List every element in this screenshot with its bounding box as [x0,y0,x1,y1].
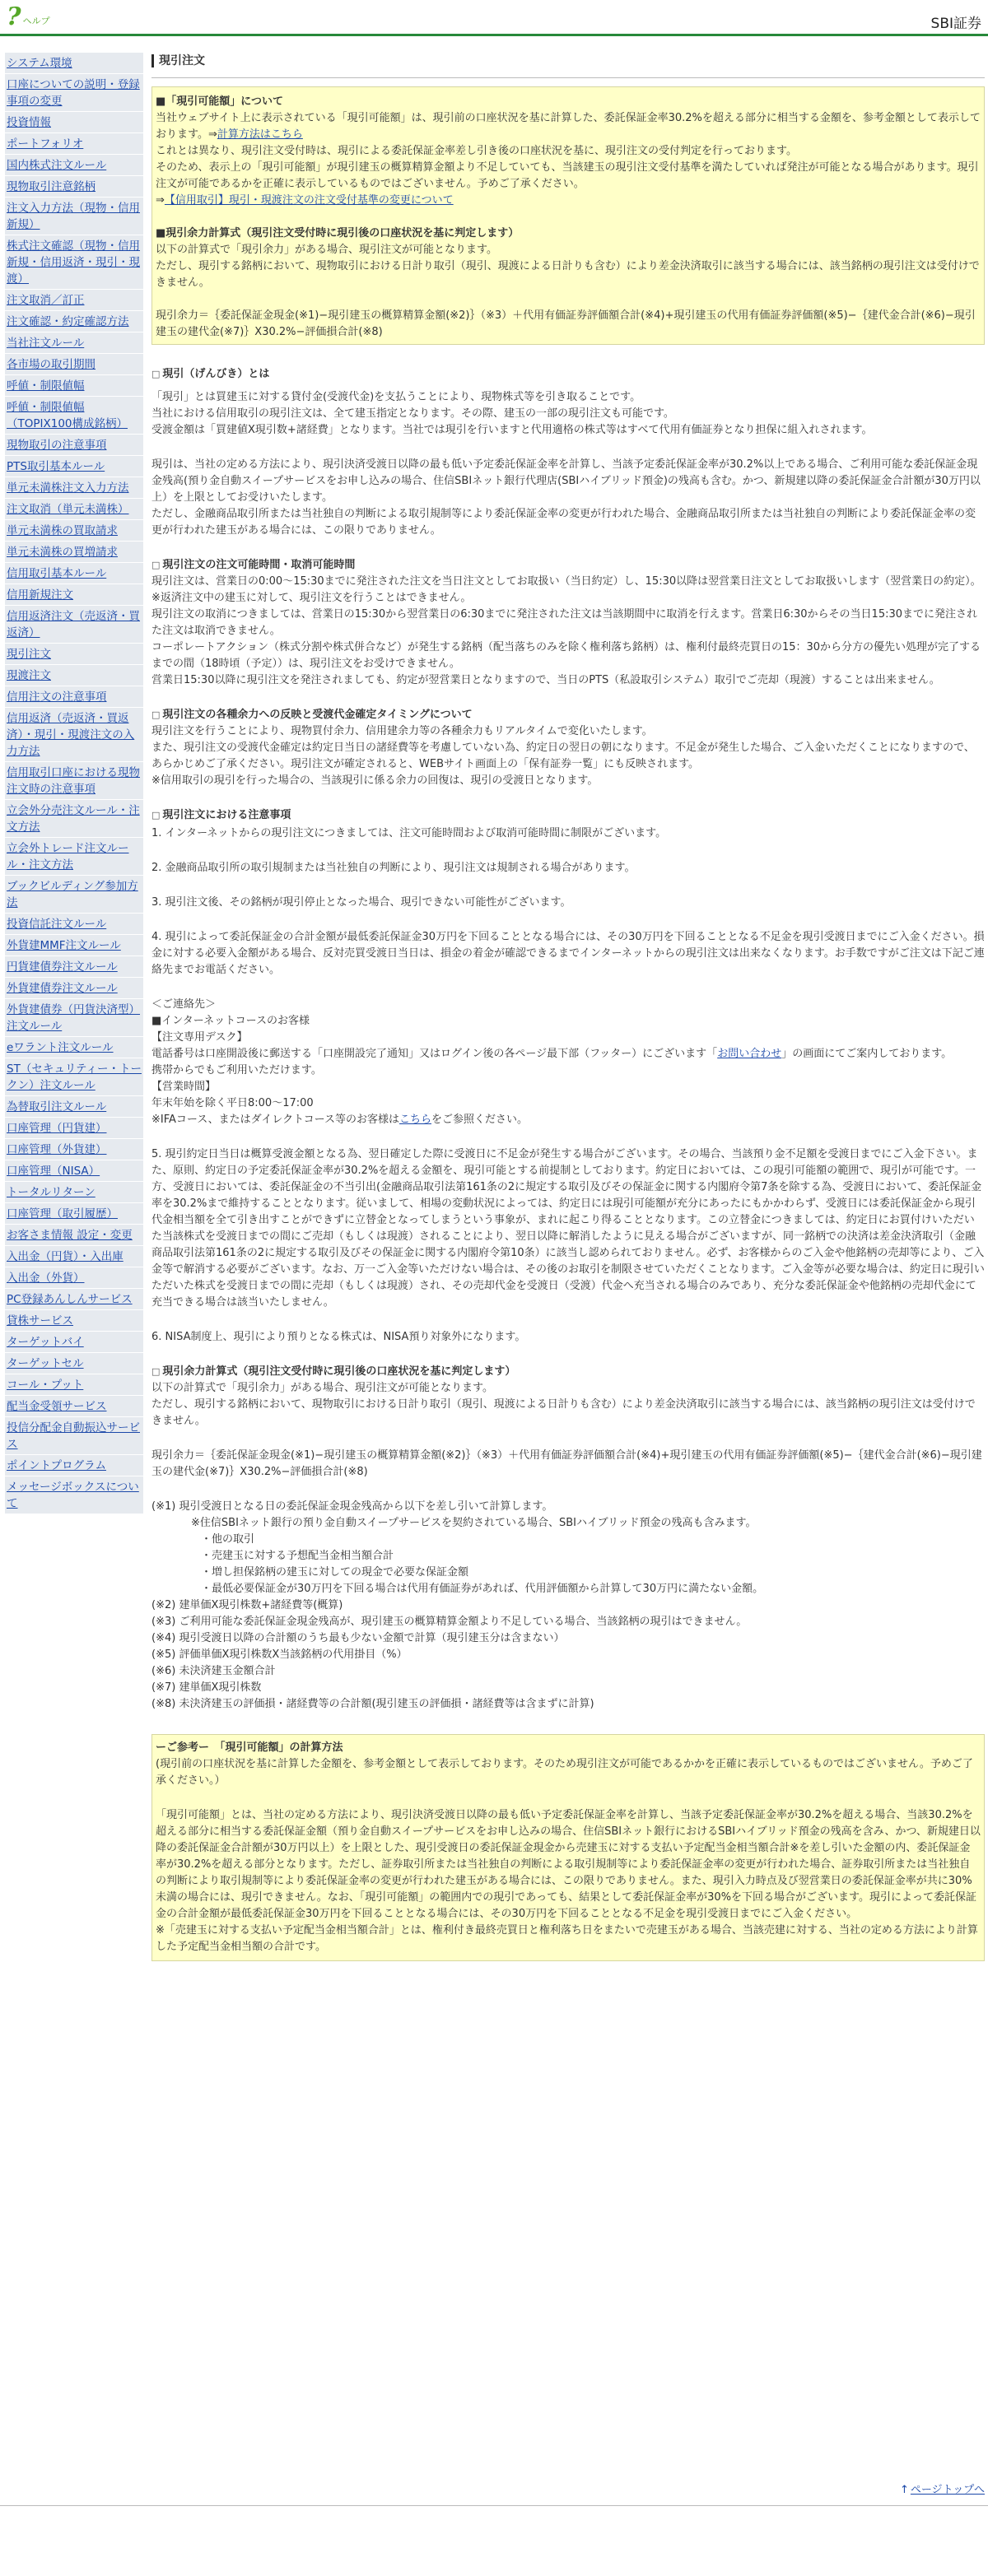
sidebar-item[interactable]: 現渡注文 [5,665,143,686]
sidebar-item[interactable]: ブックビルディング参加方法 [5,876,143,914]
sidebar-item[interactable]: 単元未満株の買増請求 [5,542,143,563]
footer-divider [0,2505,988,2506]
sidebar-item[interactable]: 注文取消／訂正 [5,290,143,311]
contact-line: 【注文専用デスク】 [151,1031,248,1044]
section-heading-reflection: □ 現引注文の各種余力への反映と受渡代金確定タイミングについて [151,707,985,723]
formula-note: (※8) 未決済建玉の評価損・諸経費等の合計額(現引建玉の評価損・諸経費等は含まずに計算) [151,1698,594,1710]
notice-paragraph: これとは異なり、現引注文受付時は、現引による委託保証金率差し引き後の口座状況を基に、現引注文の受付判定を行っております。 [156,145,797,157]
sidebar-item[interactable]: 信用新規注文 [5,584,143,606]
formula-note: ・他の取引 [201,1533,255,1546]
formula-note: ・最低必要保証金が30万円を下回る場合は代用有価証券があれば、代用評価額から計算して30万円に満たない金額。 [201,1583,764,1595]
help-label: ヘルプ [22,16,50,26]
paragraph: 以下の計算式で「現引余力」がある場合、現引注文が可能となります。 [151,1382,493,1394]
sidebar-item[interactable]: 投資情報 [5,112,143,133]
sidebar-item[interactable]: 株式注文確認（現物・信用新規・信用返済・現引・現渡） [5,235,143,290]
page-top-link[interactable]: ページトップへ [910,2484,985,2496]
sidebar-item[interactable]: 当社注文ルール [5,332,143,354]
title-divider [151,77,985,78]
notice-paragraph: ⇒【信用取引】現引・現渡注文の注文受付基準の変更について [156,194,454,207]
sidebar-item[interactable]: 注文取消（単元未満株） [5,499,143,520]
sidebar-item[interactable]: 外貨建債券注文ルール [5,978,143,999]
contact-line: ■インターネットコースのお客様 [151,1015,310,1027]
sidebar-item[interactable]: トータルリターン [5,1182,143,1203]
contact-line: 【営業時間】 [151,1081,217,1093]
sidebar-item[interactable]: 信用注文の注意事項 [5,686,143,708]
formula-note: ・売建玉に対する予想配当金相当額合計 [201,1550,394,1562]
caution-item: 5. 現引約定日当日は概算受渡金額となる為、翌日確定した際に受渡日に不足金が発生する場合がございます。その場合、当該預り金不足額を受渡日までにご入金下さい。また、原則、約定日の予定委託保証金率が30.2%を超える金額を、現引可能とする前提制としております。約定日においては、この現引可能額の範囲で、現引が可能です。一方、受渡日においては、委託保証金の不当引出(金融商品取引法第161条の2に規定する取引及びその保証金に関する内閣府令第7条を除する為、受渡日において、委託保証金率を30.2%まで維持することとなります。従いまして、相場の変動状況によっては、約定日には現引可能額が充分にあったにもかかわらず、受渡日には委託保証金から現引代金相当額を全て引き出すことができずに立替金となってしまうという事象が、まれに起こり得ることとなります。この立替金につきましては、約定日にお買付けいただいた当該株式を受渡日までの間にご売却（もしくは現渡）されることにより、翌日以降に解消したように見える場合がございますが、同一銘柄での決済は差金決済取引（金融商品取引法第161条の2に規定する取引及びその保証金に関する内閣府令第10条）に該当し認められておりません。必ず、お客様からのご入金や他銘柄の売却等により、ご入金等で解消する必要がございます。なお、万一ご入金等いただけない場合は、その後のお取引を制限させていただくことなります。ご入金等が必要な場合は、約定日に現引いただいた株式を受渡日までの間に売却（もしくは現渡）され、その売却代金を受渡日（受渡）代金へ充当される場合のみであり、充分な委託保証金や他銘柄の売却代金にて充当できる場合は該当いたしません。 [151,1148,985,1309]
sidebar-item[interactable]: 投資信託注文ルール [5,914,143,935]
contact-line: 携帯からでもご利用いただけます。 [151,1064,322,1076]
contact-line: ※IFAコース、またはダイレクトコース等のお客様はこちらをご参照ください。 [151,1114,528,1126]
sidebar-item[interactable]: 口座管理（円貨建） [5,1118,143,1139]
sidebar-item[interactable]: 単元未満株注文入力方法 [5,477,143,499]
sidebar-item[interactable]: PC登録あんしんサービス [5,1289,143,1310]
sidebar-item[interactable]: 呼値・制限値幅（TOPIX100構成銘柄） [5,397,143,435]
sidebar-item[interactable]: 信用返済注文（売返済・買返済） [5,606,143,644]
sidebar-item[interactable]: PTS取引基本ルール [5,456,143,477]
formula-note: ・増し担保銘柄の建玉に対しての現金で必要な保証金額 [201,1566,469,1579]
paragraph: 当社における信用取引の現引注文は、全て建玉指定となります。その際、建玉の一部の現引注文も可能です。 [151,407,674,420]
sidebar-item[interactable]: 現物取引の注意事項 [5,435,143,456]
notice-paragraph: 当社ウェブサイト上に表示されている「現引可能額」は、現引前の口座状況を基に計算した、委託保証金率30.2%を超える部分に相当する金額を、参考金額として表示しております。⇒計算方法はこちら [156,112,981,141]
sidebar-item[interactable]: 入出金（外貨） [5,1267,143,1289]
sidebar-item[interactable]: 信用返済（売返済・買返済）・現引・現渡注文の入力方法 [5,708,143,762]
paragraph: ※返済注文中の建玉に対して、現引注文を行うことはできません。 [151,592,472,604]
reference-box [151,1734,985,1961]
paragraph: 営業日15:30以降に現引注文を発注されましても、約定が翌営業日となりますので、当日のPTS（私設取引システム）取引でご売却（現渡）することは出来ません。 [151,674,940,686]
caution-item: 3. 現引注文後、その銘柄が現引停止となった場合、現引できない可能性がございます。 [151,896,571,909]
sidebar-item[interactable]: 呼値・制限値幅 [5,375,143,397]
section-order-time [151,574,985,689]
calc-paragraph: 以下の計算式で「現引余力」がある場合、現引注文が可能となります。 [156,244,497,256]
sidebar-item[interactable]: コール・プット [5,1374,143,1396]
sidebar-item[interactable]: 投信分配金自動振込サービス [5,1417,143,1455]
sidebar-item[interactable]: 外貨建債券（円貨決済型）注文ルール [5,999,143,1037]
sidebar-item[interactable]: 各市場の取引期間 [5,354,143,375]
calc-heading: ■現引余力計算式（現引注文受付時に現引後の口座状況を基に判定します） [156,227,520,239]
help-logo[interactable] [7,2,50,31]
paragraph: 「現引」とは買建玉に対する貸付金(受渡代金)を支払うことにより、現物株式等を引き取ることです。 [151,391,641,403]
formula-note: ※住信SBIネット銀行の預り金自動スイープサービスを契約されている場合、SBIハイブリッド預金の残高も含みます。 [191,1517,757,1529]
section-genbiki [151,389,985,539]
sidebar-item[interactable]: 外貨建MMF注文ルール [5,935,143,956]
sidebar-item[interactable]: 口座管理（取引履歴） [5,1203,143,1225]
contact-line: 年末年始を除く平日8:00〜17:00 [151,1097,314,1109]
formula-note: (※4) 現引受渡日以降の合計額のうち最も少ない金額で計算（現引建玉分は含まない） [151,1632,565,1644]
sidebar-item[interactable]: 貸株サービス [5,1310,143,1332]
paragraph: 「現引可能額」とは、当社の定める方法により、現引決済受渡日以降の最も低い予定委託保証金率を計算し、当該予定委託保証金率が30.2%を超える場合、当該30.2%を超える部分に相当する委託保証金額（預り金自動スイープサービスをお申し込みの場合、住信SBIネット銀行におけるSBIハイブリッド預金の残高を含み、かつ、新規建日以降の委託保証金合計額が30万円以上）を上限とした、現引受渡日の委託保証金現金から売建玉に対する支払い予定配当金相当額合計※を差し引いた金額の内、委託保証金率が30.2%を超える部分となります。ただし、証券取引所または当社独自の判断による取引規制等により委託保証金率の変更が行われた場合、証券取引所または当社独自の判断により取引規制等により委託保証金率の変更が行われた建玉がある場合には、この限りでありません。また、現引入力時点及び翌営業日の委託保証金率が共に30%未満の場合には、現引できません。なお、「現引可能額」の範囲内での現引であっても、結果として委託保証金率が30%を下回る場合がございます。現引によって委託保証金の合計金額が最低委託保証金30万円を下回ることとなる場合には、その30万円を下回ることとなる不足金を現引受渡日までにご入金ください。 [156,1808,981,1920]
sidebar-item[interactable]: 為替取引注文ルール [5,1096,143,1118]
sidebar-item[interactable]: 現引注文 [5,644,143,665]
sidebar-item[interactable]: 配当金受領サービス [5,1396,143,1417]
notice-paragraph: そのため、表示上の「現引可能額」が現引建玉の概算精算金額より不足していても、当該建玉の現引注文受付基準を満たしていれば発注が可能となる場合があります。現引注文が可能であるかを正確に表示しているものではございません。予めご了承ください。 [156,161,979,190]
paragraph: ※信用取引の現引を行った場合の、当該現引に係る余力の回復は、現引の受渡日となります。 [151,774,599,787]
sidebar-item[interactable]: 入出金（円貨）・入出庫 [5,1246,143,1267]
formula-note: (※2) 建単価X現引株数+諸経費等(概算) [151,1599,343,1611]
reference-heading: ーご参考ー 「現引可能額」の計算方法 [156,1741,343,1754]
section-heading-order-time: □ 現引注文の注文可能時間・取消可能時間 [151,557,985,574]
contact-heading: ＜ご連絡先＞ [151,998,217,1011]
calc-method-link[interactable]: 計算方法はこちら [217,128,303,141]
formula-note: (※7) 建単価X現引株数 [151,1681,262,1694]
notice-box [151,86,985,345]
sidebar-item[interactable]: 口座管理（外貨建） [5,1139,143,1160]
paragraph: 受渡金額は「買建値X現引数+諸経費」となります。当社では現引を行いますと代用適格の株式等はすべて代用有価証券となり担保に組入れされます。 [151,424,873,436]
sidebar-item[interactable]: 口座管理（NISA） [5,1160,143,1182]
sidebar-item[interactable]: ST（セキュリティー・トークン）注文ルール [5,1058,143,1096]
caution-item: 6. NISA制度上、現引により預りとなる株式は、NISA預り対象外になります。 [151,1331,526,1343]
section-cautions [151,825,985,1346]
sidebar-item[interactable]: お客さま情報 設定・変更 [5,1225,143,1246]
paragraph: 現引は、当社の定める方法により、現引決済受渡日以降の最も低い予定委託保証金率を計算し、当該予定委託保証金率が30.2%以上である場合、ご利用可能な委託保証金現金残高(預り金自動スイープサービスをお申し込みの場合、住信SBIネット銀行代理店(SBIハイブリッド預金)の残高も含む。かつ、新規建以降の委託保証金合計額が30万円以上）を上限としてお受けいたします。 [151,458,981,504]
sidebar-item[interactable]: 立会外トレード注文ルール・注文方法 [5,838,143,876]
sidebar-item[interactable]: 信用取引口座における現物注文時の注意事項 [5,762,143,800]
rule-change-link[interactable]: 【信用取引】現引・現渡注文の注文受付基準の変更について [164,194,454,207]
sidebar-item[interactable]: 立会外分売注文ルール・注文方法 [5,800,143,838]
paragraph: コーポレートアクション（株式分割や株式併合など）が発生する銘柄（配当落ちのみを除く権利落ち銘柄）は、権利付最終売買日の15：30から分方の優先い処理が完了するまでの間（18時頃（予定））は、現引注文をお受けできません。 [151,641,981,670]
sidebar-item[interactable]: 単元未満株の買取請求 [5,520,143,542]
sidebar-nav [5,53,143,1514]
section-reflection [151,723,985,789]
ifa-course-link[interactable]: こちら [398,1114,431,1126]
paragraph: ※「売建玉に対する支払い予定配当金相当額合計」とは、権利付き最終売買日と権利落ち日をまたいで売建玉がある場合、当該売建に対する、当社の定める方法により計算した予定配当金相当額の合計です。 [156,1923,978,1953]
sidebar-item[interactable]: ターゲットセル [5,1353,143,1374]
arrow-up-icon: ↑ [900,2484,909,2496]
formula-note: (※3) ご利用可能な委託保証金現金残高が、現引建玉の概算精算金額より不足している場合、当該銘柄の現引はできません。 [151,1616,748,1628]
paragraph: ただし、金融商品取引所または当社独自の判断による取引規制等により委託保証金率の変更が行われた場合、金融商品取引所または当社独自の判断により委託保証金率の変更が行われた建玉がある場合には、この限りでありません。 [151,508,976,537]
sidebar-item[interactable]: 信用取引基本ルール [5,563,143,584]
notice-heading: ■「現引可能額」について [156,95,284,108]
sidebar-item[interactable]: 円貨建債券注文ルール [5,956,143,978]
calc-paragraph: ただし、現引する銘柄において、現物取引における日計り取引（現引、現渡による日計りも含む）により差金決済取引に該当する場合には、該当銘柄の現引注文は受付けできません。 [156,260,980,289]
page-top-link-wrap [900,2481,985,2496]
caution-item: 2. 金融商品取引所の取引規制または当社独自の判断により、現引注文は規制される場合があります。 [151,862,636,874]
paragraph: (現引前の口座状況を基に計算した金額を、参考金額として表示しております。そのため現引注文が可能であるかかを正確に表示しているものではございません。予めご了承ください。） [156,1757,973,1787]
section-heading-formula: □ 現引余力計算式（現引注文受付時に現引後の口座状況を基に判定します） [151,1364,985,1380]
sidebar-item[interactable]: ターゲットバイ [5,1332,143,1353]
sidebar-item[interactable]: ポートフォリオ [5,133,143,155]
caution-item: 1. インターネットからの現引注文につきましては、注文可能時間および取消可能時間に制限がございます。 [151,827,667,839]
sidebar-item[interactable]: 口座についての説明・登録事項の変更 [5,74,143,112]
section-heading-cautions: □ 現引注文における注意事項 [151,807,985,824]
sidebar-item[interactable]: 国内株式注文ルール [5,155,143,176]
help-header [0,0,988,36]
paragraph: 現引注文を行うことにより、現物買付余力、信用建余力等の各種余力もリアルタイムで変化いたします。 [151,725,653,737]
section-heading-genbiki: □ 現引（げんびき）とは [151,366,985,383]
sidebar-item[interactable]: メッセージボックスについて [5,1476,143,1514]
calc-formula: 現引余力＝｛委託保証金現金(※1)−現引建玉の概算精算金額(※2)｝（※3）＋代用有価証券評価額合計(※4)+現引建玉の代用有価証券評価額(※5)−｛建代金合計(※6)−現引建玉の建代金(※7)｝X30.2%−評価損合計(※8) [156,309,976,338]
paragraph: 現引注文の取消につきましては、営業日の15:30から翌営業日の6:30までに発注された注文は当該期間中に取消を行えます。営業日6:30からその当日15:30までに発注された注文は取消できません。 [151,608,978,637]
contact-line: 電話番号は口座開設後に郵送する「口座開設完了通知」又はログイン後の各ページ最下部（フッター）にございます「お問い合わせ」の画面にてご案内しております。 [151,1048,953,1060]
formula-note: (※6) 未決済建玉金額合計 [151,1665,276,1677]
section-formula [151,1380,985,1713]
formula: 現引余力＝｛委託保証金現金(※1)−現引建玉の概算精算金額(※2)｝（※3）＋代用有価証券評価額合計(※4)+現引建玉の代用有価証券評価額(※5)−｛建代金合計(※6)−現引建玉の建代金(※7)｝X30.2%−評価損合計(※8) [151,1449,982,1478]
formula-note: (※5) 評価単価X現引株数X当該銘柄の代用掛目（%） [151,1648,408,1661]
sidebar-item[interactable]: eワラント注文ルール [5,1037,143,1058]
formula-note: (※1) 現引受渡日となる日の委託保証金現金残高から以下を差し引いて計算します。 [151,1500,553,1513]
main-content [151,53,985,1961]
sidebar-item[interactable]: 注文確認・約定確認方法 [5,311,143,332]
contact-inquiry-link[interactable]: お問い合わせ [717,1048,782,1060]
brand-name: SBI証券 [930,16,981,32]
sidebar-item[interactable]: 現物取引注意銘柄 [5,176,143,198]
help-question-icon: ? [7,2,21,31]
paragraph: ただし、現引する銘柄において、現物取引における日計り取引（現引、現渡による日計りも含む）により差金決済取引に該当する場合には、該当銘柄の現引注文は受付けできません。 [151,1398,976,1427]
paragraph: 現引注文は、営業日の0:00〜15:30までに発注された注文を当日注文としてお取扱い（当日約定）し、15:30以降は翌営業日注文としてお取扱いします（翌営業日の約定）。 [151,575,981,588]
caution-item: 4. 現引によって委託保証金の合計金額が最低委託保証金30万円を下回ることとなる場合には、その30万円を下回ることとなる不足金を現引受渡日までにご入金ください。損金に対する必要入金額がある場合、反対売買受渡日当日は、損金の着金が確認できるまでインターネットからの現引注文は出来なくなります。お手数ですがご注文は下記ご連絡先までお電話ください。 [151,931,985,976]
page-title: 現引注文 [151,54,985,67]
sidebar-item[interactable]: システム環境 [5,53,143,74]
sidebar-item[interactable]: ポイントプログラム [5,1455,143,1476]
paragraph: また、現引注文の受渡代金確定は約定日当日の諸経費等を考慮していない為、約定日の翌日の朝になります。不足金が発生した場合、ご入金いただくことになりますので、あらかじめご了承ください。現引注文が確定されると、WEBサイト画面上の「保有証券一覧」にも反映されます。 [151,742,975,770]
sidebar-item[interactable]: 注文入力方法（現物・信用新規） [5,198,143,235]
